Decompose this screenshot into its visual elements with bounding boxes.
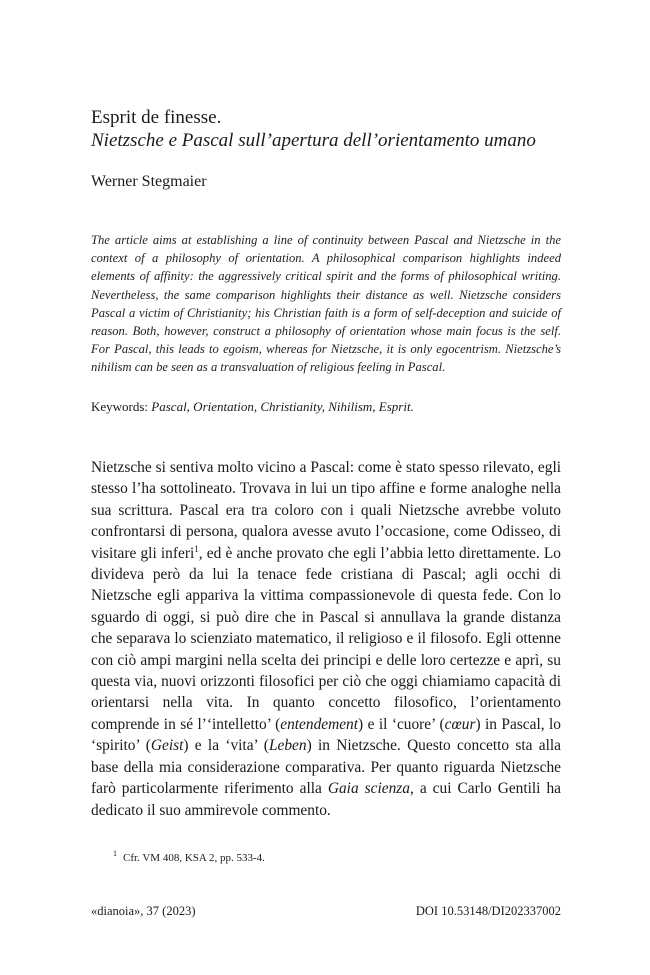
- body-text-part: ) e il ‘cuore’ (: [358, 715, 445, 733]
- body-term: Leben: [268, 737, 307, 755]
- body-text-part: ) in Pascal, lo ‘spirito’ (: [91, 715, 561, 755]
- body-text-part: Nietzsche si sentiva molto vicino a Pascal: come è stato spesso rilevato, egli stesso l’ha sottolineato. Trovava in lui un tipo affine e forme analoghe nella sua scrittura. Pascal era tra coloro con i quali Nietzsche avrebbe voluto confrontarsi di persona, qualora avesse avuto l’occasione, come Odisseo, di visitare gli inferi: [91, 459, 561, 562]
- keywords-label: Keywords:: [91, 399, 149, 414]
- article-title-block: [91, 106, 561, 152]
- body-paragraph: [91, 457, 561, 821]
- article-title: Esprit de finesse.: [91, 107, 222, 128]
- body-text-part: ) in Nietzsche. Questo concetto sta alla base della mia considerazione comparativa. Per quanto riguarda Nietzsche farò particolarmente riferimento alla: [91, 737, 562, 798]
- body-text-part: , ed è anche provato che egli l’abbia letto direttamente. Lo divideva però da lui la tenace fede cristiana di Pascal; agli occhi di Nietzsche egli appariva la vittima compassionevole di questa fede. Con lo sguardo di oggi, si può dire che in Pascal si annullava la grande distanza che separava lo scienziato matematico, il religioso e il filosofo. Egli ottenne con ciò ampi margini nella scelta dei principi e delle loro certezze e aprì, su questa via, nuovi orizzonti filosofici per ciò che oggi chiamiamo capacità di orientarsi nella vita. In quanto concetto filosofico, l’orientamento comprende in sé l’‘intelletto’ (: [91, 544, 561, 733]
- article-subtitle: Nietzsche e Pascal sull’apertura dell’orientamento umano: [91, 130, 536, 151]
- footnote-number: 1: [113, 849, 117, 859]
- body-term: cœur: [444, 715, 476, 733]
- author-name: Werner Stegmaier: [91, 173, 207, 190]
- body-term: Gaia scienza: [327, 780, 410, 798]
- footnote-reference[interactable]: 1: [194, 543, 199, 554]
- keywords-values: Pascal, Orientation, Christianity, Nihilism, Esprit.: [151, 399, 414, 414]
- body-term: Geist: [150, 737, 184, 755]
- footnote-text: Cfr. VM 408, KSA 2, pp. 533-4.: [123, 852, 265, 864]
- body-term: entendement: [280, 715, 359, 733]
- body-text-part: , a cui Carlo Gentili ha dedicato il suo ammirevole commento.: [91, 780, 561, 819]
- body-text-part: ) e la ‘vita’ (: [183, 737, 269, 755]
- doi-text[interactable]: DOI 10.53148/DI202337002: [415, 904, 561, 918]
- abstract: The article aims at establishing a line of continuity between Pascal and Nietzsche in the context of a philosophy of orientation. A philosophical comparison highlights indeed elements of affinity: the aggressively critical spirit and the forms of philosophical writing. Nevertheless, the same comparison highlights their distance as well. Nietzsche considers Pascal a victim of Christianity; his Christian faith is a form of self-deception and suicide of reason. Both, however, construct a philosophy of orientation whose main focus is the self. For Pascal, this leads to egoism, whereas for Nietzsche, it is only egocentrism. Nietzsche’s nihilism can be seen as a transvaluation of religious feeling in Pascal.: [91, 233, 561, 375]
- journal-citation: «dianoia», 37 (2023): [91, 904, 196, 918]
- keywords: [91, 398, 561, 416]
- paper-page: [91, 0, 561, 975]
- footnote: [113, 851, 561, 866]
